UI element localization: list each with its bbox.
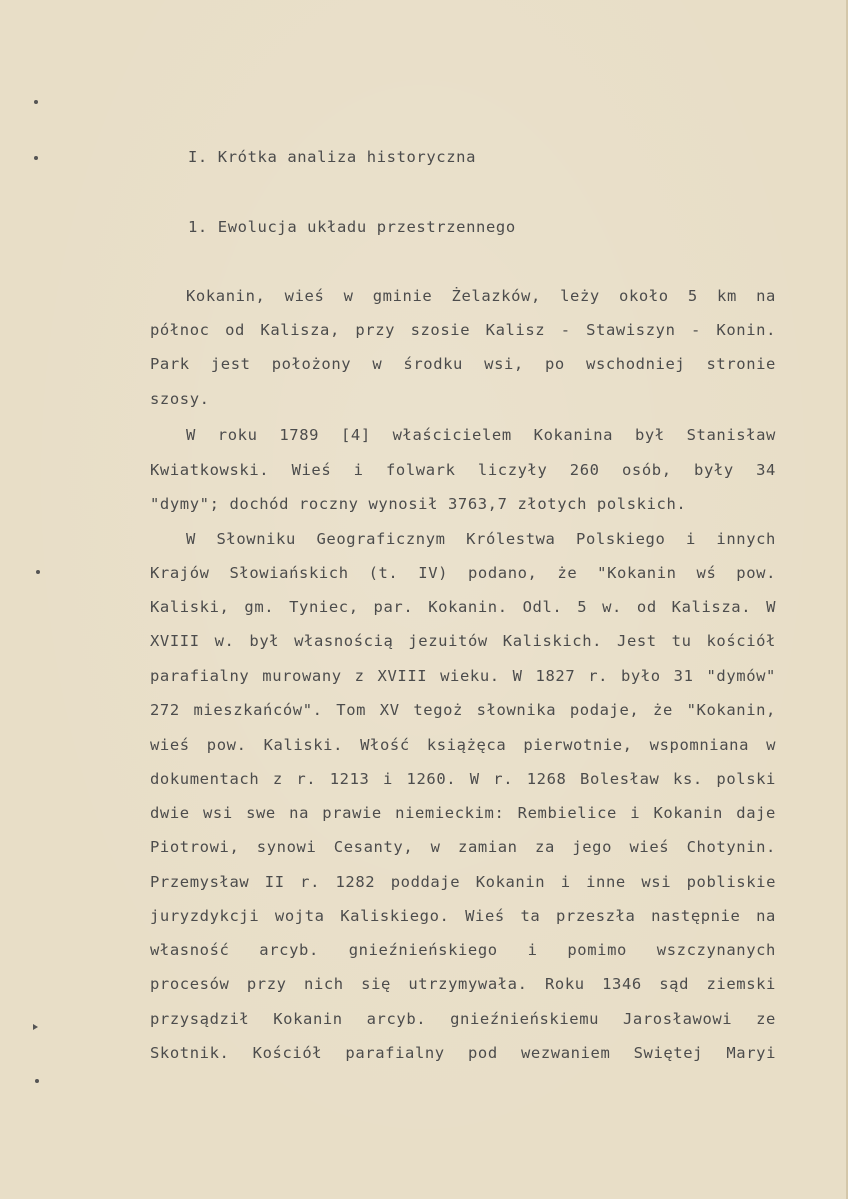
paragraph-line: północ od Kalisza, przy szosie Kalisz - Stawiszyn - Konin. xyxy=(150,321,776,339)
paragraph-line: Kwiatkowski. Wieś i folwark liczyły 260 osób, były 34 xyxy=(150,461,776,479)
margin-mark xyxy=(34,156,38,160)
chapter-heading: I. Krótka analiza historyczna xyxy=(188,148,477,166)
paragraph-line: "dymy"; dochód roczny wynosił 3763,7 złotych polskich. xyxy=(150,495,687,513)
paragraph-line: Krajów Słowiańskich (t. IV) podano, że "Kokanin wś pow. xyxy=(150,564,776,582)
paragraph-line: własność arcyb. gnieźnieńskiego i pomimo wszczynanych xyxy=(150,941,776,959)
margin-mark xyxy=(35,1079,39,1083)
paragraph-line: dokumentach z r. 1213 i 1260. W r. 1268 Bolesław ks. polski xyxy=(150,770,776,788)
margin-mark xyxy=(36,570,40,574)
paragraph-line: szosy. xyxy=(150,390,210,408)
margin-mark xyxy=(33,1024,38,1030)
paragraph-line: parafialny murowany z XVIII wieku. W 1827 r. było 31 "dymów" xyxy=(150,667,776,685)
paragraph-line: Kaliski, gm. Tyniec, par. Kokanin. Odl. 5 w. od Kalisza. W xyxy=(150,598,776,616)
paragraph-line: XVIII w. był własnością jezuitów Kaliskich. Jest tu kościół xyxy=(150,632,776,650)
paragraph-line: przysądził Kokanin arcyb. gnieźnieńskiemu Jarosławowi ze xyxy=(150,1010,776,1028)
paragraph-line: dwie wsi swe na prawie niemieckim: Rembielice i Kokanin daje xyxy=(150,804,776,822)
paragraph-line: wieś pow. Kaliski. Włość książęca pierwotnie, wspomniana w xyxy=(150,736,776,754)
paragraph-line: Przemysław II r. 1282 poddaje Kokanin i inne wsi pobliskie xyxy=(150,873,776,891)
paragraph-line: W roku 1789 [4] właścicielem Kokanina był Stanisław xyxy=(186,426,776,444)
paragraph-line: 272 mieszkańców". Tom XV tegoż słownika podaje, że "Kokanin, xyxy=(150,701,776,719)
paragraph-line: Kokanin, wieś w gminie Żelazków, leży około 5 km na xyxy=(186,287,776,305)
paragraph-line: W Słowniku Geograficznym Królestwa Polskiego i innych xyxy=(186,530,776,548)
paragraph-line: juryzdykcji wojta Kaliskiego. Wieś ta przeszła następnie na xyxy=(150,907,776,925)
section-heading: 1. Ewolucja układu przestrzennego xyxy=(188,218,516,236)
paragraph-line: procesów przy nich się utrzymywała. Roku 1346 sąd ziemski xyxy=(150,975,776,993)
paragraph-line: Piotrowi, synowi Cesanty, w zamian za jego wieś Chotynin. xyxy=(150,838,776,856)
paragraph-line: Skotnik. Kościół parafialny pod wezwaniem Swiętej Maryi xyxy=(150,1044,776,1062)
margin-mark xyxy=(34,100,38,104)
paragraph-line: Park jest położony w środku wsi, po wschodniej stronie xyxy=(150,355,776,373)
